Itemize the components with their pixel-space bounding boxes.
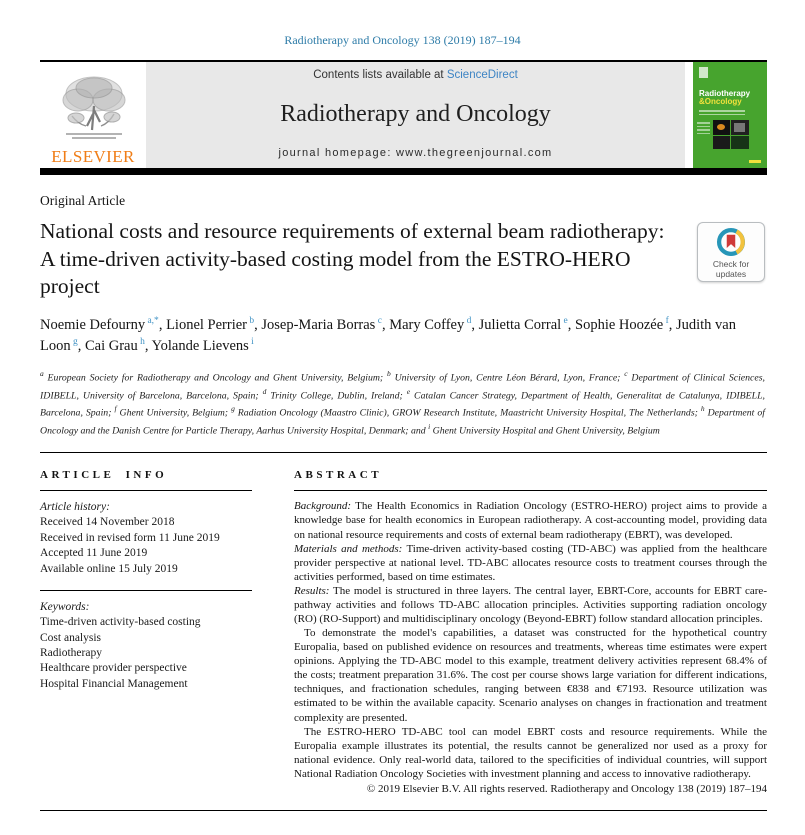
abstract-section-label: Results:: [294, 584, 330, 597]
author-name: Julietta Corral: [478, 316, 562, 333]
sciencedirect-link[interactable]: ScienceDirect: [446, 69, 518, 81]
affiliation-ref: c: [624, 368, 628, 378]
author-separator: ,: [668, 316, 676, 333]
keyword-item: Time-driven activity-based costing: [40, 616, 201, 629]
journal-header: [40, 60, 767, 175]
author-affiliation-ref: f: [663, 315, 669, 326]
badge-line2: updates: [715, 268, 747, 279]
journal-header-row: [40, 62, 767, 168]
abstract-paragraph: The ESTRO-HERO TD-ABC tool can model EBRT costs and resource requirements. While the Europalia example illustrates its potential, the results cannot be generalized nor used as a proxy for national evidence. Only real-world data, tailored to the specificities of individual countries, will support National Radiation Oncology Societies with investment planning and access to innovative radiotherapy.: [294, 725, 767, 780]
abstract-paragraph: Materials and methods: Time-driven activity-based costing (TD-ABC) was applied from the healthcare provider perspective at national level. TD-ABC allocates resource costs to treatment courses through the activities performed, based on time estimates.: [294, 542, 768, 583]
journal-title: Radiotherapy and Oncology: [280, 100, 551, 127]
history-item: Available online 15 July 2019: [40, 562, 178, 575]
affiliation-text: Trinity College, Dublin, Ireland;: [266, 389, 407, 401]
abstract-paragraph: To demonstrate the model's capabilities, a dataset was constructed for the hypothetical country Europalia, based on published evidence on resources and treatments, whereas time estimates were expert opinions. Applying the TD-ABC model to this example, treatment delivery activities represent 68.4% of the costs; treatment preparation 31.6%. The cost per course shows large variation for different indications, techniques, and fractionation schedules, ranging between €838 and €7193. Resource utilization was estimated to be within the available capacity. Scenario analyses on changes in fractionation and treatment complexity are presented.: [294, 627, 767, 724]
journal-citation: Radiotherapy and Oncology 138 (2019) 187–194: [284, 33, 521, 47]
journal-banner: [146, 62, 685, 168]
abstract-heading: ABSTRACT: [294, 469, 383, 482]
affiliation-text: University of Lyon, Centre Léon Bérard, Lyon, France;: [390, 371, 625, 383]
author-separator: ,: [77, 337, 85, 354]
badge-line1: Check for: [712, 258, 750, 269]
affiliation-text: Ghent University Hospital and Ghent University, Belgium: [430, 425, 660, 437]
author-affiliation-ref: i: [248, 336, 254, 347]
affiliation-text: Department of Oncology and the Danish Centre for Particle Therapy, Aarhus University Hospital, Denmark; and: [40, 407, 766, 437]
check-for-updates-badge[interactable]: [697, 222, 765, 282]
article-type-label: Original Article: [40, 193, 126, 208]
section-divider-bottom: [40, 810, 767, 811]
journal-homepage-link[interactable]: journal homepage: www.thegreenjournal.com: [278, 147, 553, 159]
author-separator: ,: [471, 316, 479, 333]
affiliation-ref: f: [114, 404, 117, 414]
author-separator: ,: [567, 316, 575, 333]
cover-text-lines: [697, 122, 710, 136]
author-name: Cai Grau: [84, 337, 138, 354]
article-history-label: Article history:: [40, 501, 110, 514]
cover-subtitle-lines: [699, 110, 745, 117]
elsevier-logo[interactable]: [40, 62, 146, 168]
keyword-item: Hospital Financial Management: [40, 677, 188, 690]
cover-issn-mark: [749, 160, 761, 163]
author-name: Lionel Perrier: [166, 316, 247, 333]
abstract-paragraph: Background: The Health Economics in Radiation Oncology (ESTRO-HERO) project aims to provide a knowledge base for health economics in European radiotherapy. A cost-accounting model, providing data on national resource requirements and costs of external beam radiotherapy (EBRT), was developed.: [294, 500, 767, 541]
article-info-column: [40, 469, 252, 795]
abstract-body: [294, 499, 767, 781]
affiliation-ref: d: [262, 386, 267, 396]
cover-thumbnails-row2: [713, 136, 749, 149]
author-affiliation-ref: b: [247, 315, 255, 326]
keyword-item: Radiotherapy: [40, 647, 102, 660]
affiliation-ref: g: [231, 404, 235, 414]
journal-cover-thumbnail[interactable]: [693, 62, 767, 168]
author-separator: ,: [254, 316, 262, 333]
author-name: Noemie Defourny: [40, 316, 146, 333]
keyword-item: Healthcare provider perspective: [40, 662, 187, 675]
author-affiliation-ref: d: [464, 315, 472, 326]
abstract-paragraph: Results: The model is structured in three layers. The central layer, EBRT-Core, accounts for EBRT care-pathway activities and follows TD-ABC allocation principles. Activities supporting radiation oncology (RO) (RO-Support) and multidisciplinary oncology (Beyond-EBRT) follow standard allocation principles.: [294, 584, 767, 626]
article-info-rule: [40, 490, 252, 491]
author-separator: ,: [381, 316, 390, 333]
affiliation-ref: i: [428, 422, 431, 432]
elsevier-tree-icon: [54, 70, 132, 148]
cover-publisher-mark: [699, 67, 708, 78]
author-affiliation-ref: c: [375, 315, 382, 326]
author-name: Mary Coffey: [389, 316, 465, 333]
history-item: Received 14 November 2018: [40, 516, 175, 529]
history-item: Received in revised form 11 June 2019: [40, 531, 220, 544]
affiliation-text: Catalan Cancer Strategy, Department of Health, Generalitat de Catalunya, IDIBELL, Barcelona, Spain;: [40, 389, 765, 419]
keyword-item: Cost analysis: [40, 631, 102, 644]
article-title: National costs and resource requirements of external beam radiotherapy: A time-driven activity-based costing model from the ESTRO-HERO project: [40, 219, 665, 299]
author-affiliation-ref: g: [70, 336, 78, 347]
author-separator: ,: [144, 337, 152, 354]
copyright-line: © 2019 Elsevier B.V. All rights reserved. Radiotherapy and Oncology 138 (2019) 187–194: [366, 782, 767, 795]
abstract-rule: [294, 490, 767, 491]
cover-title-line2: &Oncology: [699, 97, 742, 107]
author-name: Judith van Loon: [40, 316, 736, 354]
header-divider-bar: [40, 168, 767, 175]
keywords-list: [40, 615, 252, 692]
affiliation-ref: b: [387, 368, 391, 378]
abstract-section-label: Materials and methods:: [294, 542, 403, 555]
author-name: Yolande Lievens: [151, 337, 249, 354]
section-divider-top: [40, 452, 767, 453]
affiliation-text: Radiation Oncology (Maastro Clinic), GROW Research Institute, Maastricht University Hospital, The Netherlands;: [234, 407, 701, 419]
keywords-label: Keywords:: [40, 601, 90, 614]
author-affiliation-ref: a,*: [145, 315, 159, 326]
history-item: Accepted 11 June 2019: [40, 547, 148, 560]
article-info-mid-rule: [40, 590, 252, 591]
author-affiliation-ref: e: [561, 315, 568, 326]
check-for-updates-label: [713, 260, 749, 280]
title-row: [40, 218, 765, 301]
abstract-column: [294, 469, 767, 795]
authors-line: [40, 315, 765, 357]
affiliations: [40, 368, 765, 440]
cover-title-line1: Radiotherapy: [699, 89, 751, 98]
affiliation-ref: e: [406, 386, 411, 396]
author-name: Sophie Hoozée: [575, 316, 664, 333]
article-history-list: [40, 515, 252, 577]
affiliation-text: Ghent University, Belgium;: [116, 407, 232, 419]
affiliation-text: European Society for Radiotherapy and Oncology and Ghent University, Belgium;: [43, 371, 388, 383]
affiliation-ref: h: [700, 404, 705, 414]
author-separator: ,: [158, 316, 167, 333]
affiliation-text: Department of Clinical Sciences, IDIBELL, University of Barcelona, Barcelona, Spain;: [40, 371, 766, 401]
article-info-heading: ARTICLE INFO: [40, 469, 168, 482]
cover-title: [699, 90, 750, 107]
elsevier-wordmark: ELSEVIER: [51, 147, 135, 166]
cover-thumbnails-row1: [713, 120, 749, 135]
info-abstract-columns: [40, 469, 767, 795]
contents-line: [156, 69, 675, 81]
author-name: Josep-Maria Borras: [261, 316, 376, 333]
contents-prefix: Contents lists available at: [313, 69, 447, 81]
abstract-section-label: Background:: [294, 500, 352, 513]
crossmark-icon: [714, 225, 748, 259]
affiliation-ref: a: [40, 368, 44, 378]
author-affiliation-ref: h: [137, 336, 145, 347]
